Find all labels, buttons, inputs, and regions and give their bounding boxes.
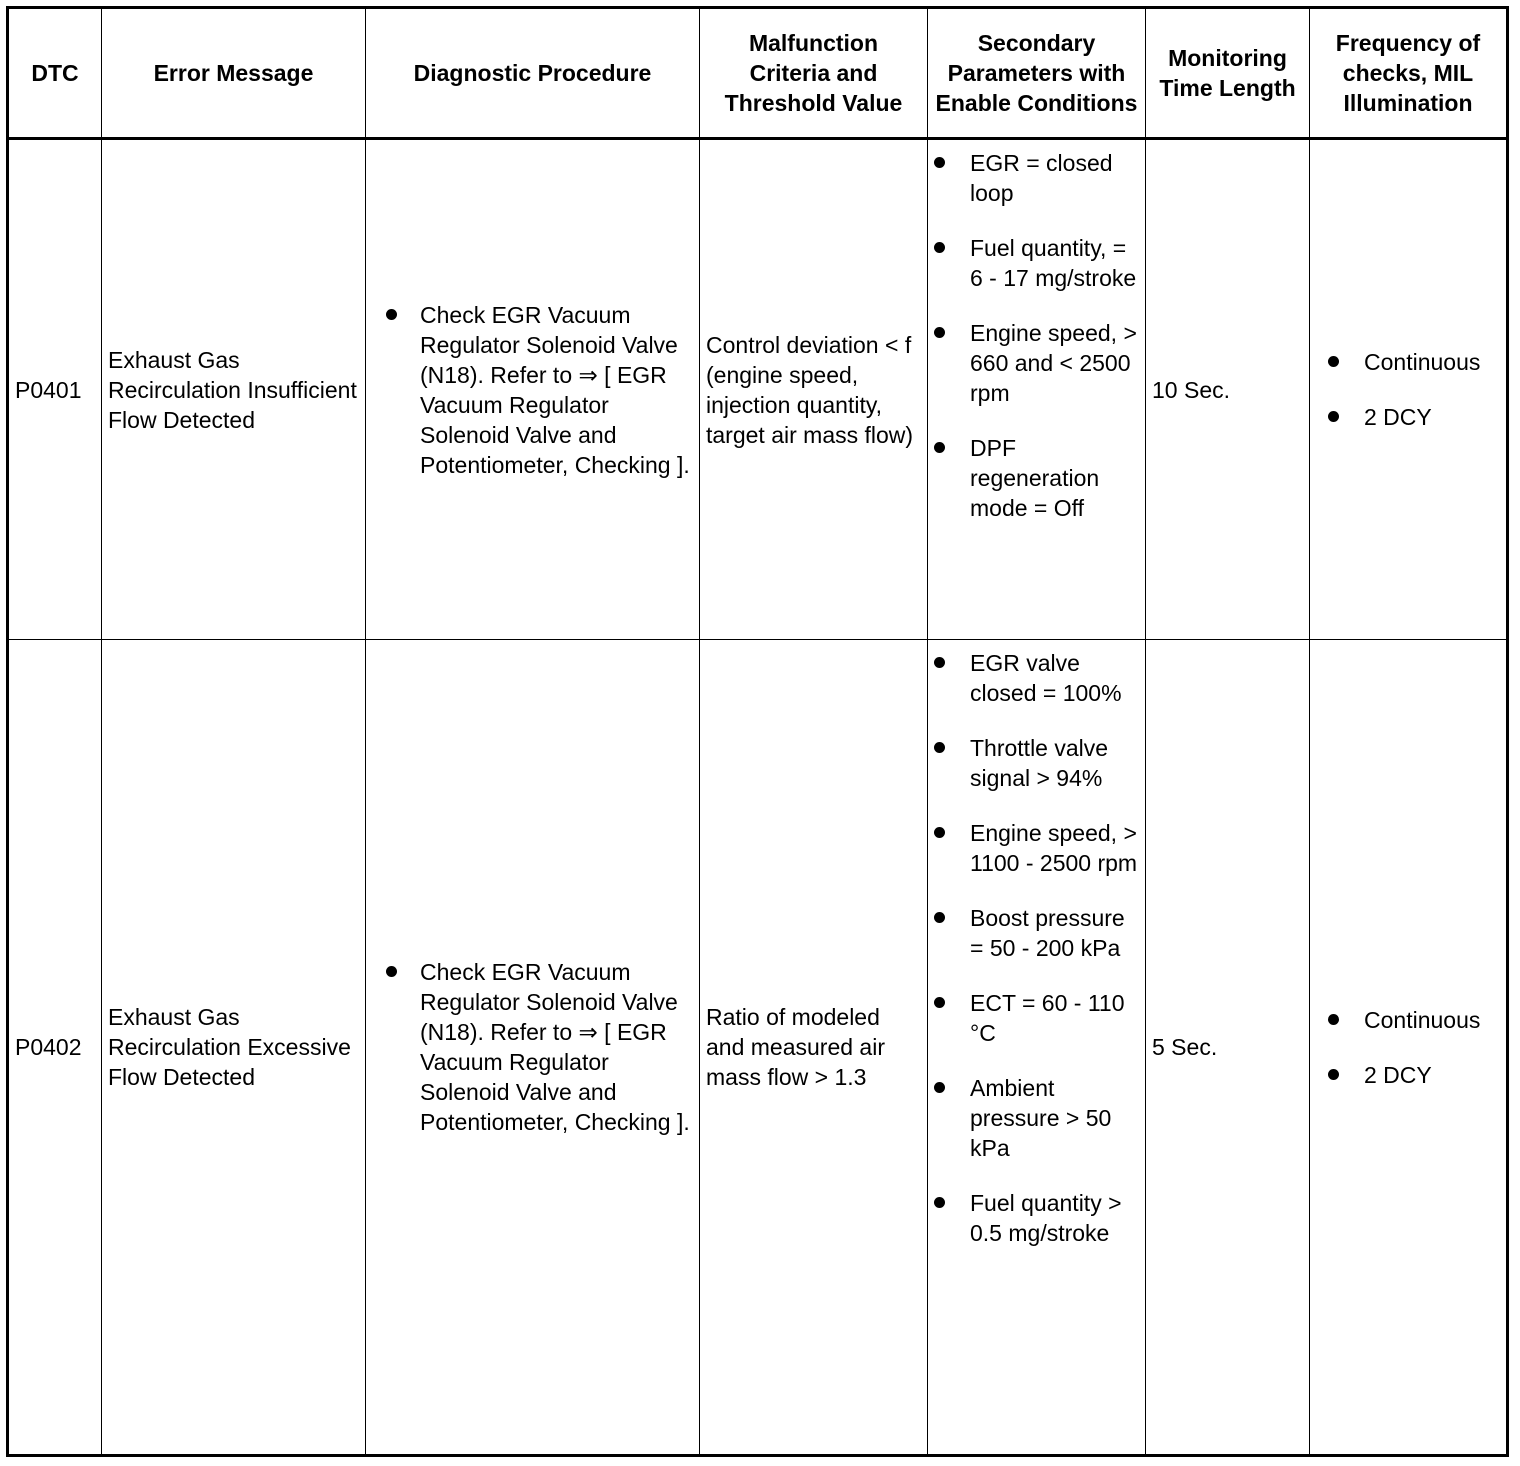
diagnostic-procedure-cell [366,139,700,640]
frequency-item: Continuous [1328,347,1500,377]
dtc-code: P0401 [8,139,102,640]
header-dtc: DTC [8,8,102,139]
secondary-parameter: Fuel quantity, = 6 - 17 mg/stroke [934,233,1139,293]
secondary-parameter: Boost pressure = 50 - 200 kPa [934,903,1139,963]
header-row [8,8,1508,139]
secondary-parameter: EGR valve closed = 100% [934,648,1139,708]
header-malfunction-criteria: Malfunction Criteria and Threshold Value [700,8,928,139]
frequency-item: 2 DCY [1328,1060,1500,1090]
frequency-cell [1310,640,1508,1456]
secondary-parameter: Fuel quantity > 0.5 mg/stroke [934,1188,1139,1248]
header-secondary-parameters: Secondary Parameters with Enable Conditions [928,8,1146,139]
monitoring-time: 10 Sec. [1146,139,1310,640]
header-error-message: Error Message [102,8,366,139]
secondary-parameters-cell [928,139,1146,640]
secondary-parameter: EGR = closed loop [934,148,1139,208]
frequency-item: 2 DCY [1328,402,1500,432]
frequency-cell [1310,139,1508,640]
diagnostic-procedure: Check EGR Vacuum Regulator Solenoid Valve (N18). Refer to ⇒ [ EGR Vacuum Regulator Solenoid Valve and Potentiometer, Checking ]. [366,300,693,480]
secondary-parameter: Throttle valve signal > 94% [934,733,1139,793]
secondary-parameter: Engine speed, > 1100 - 2500 rpm [934,818,1139,878]
header-monitoring-time: Monitoring Time Length [1146,8,1310,139]
diagnostic-procedure-cell [366,640,700,1456]
malfunction-criteria: Ratio of modeled and measured air mass flow > 1.3 [700,640,928,1456]
error-message: Exhaust Gas Recirculation Insufficient Flow Detected [102,139,366,640]
secondary-parameter: ECT = 60 - 110 °C [934,988,1139,1048]
error-message: Exhaust Gas Recirculation Excessive Flow Detected [102,640,366,1456]
dtc-table [6,6,1509,1457]
header-frequency: Frequency of checks, MIL Illumination [1310,8,1508,139]
frequency-item: Continuous [1328,1005,1500,1035]
table-row [8,640,1508,1456]
malfunction-criteria: Control deviation < f (engine speed, injection quantity, target air mass flow) [700,139,928,640]
secondary-parameter: DPF regeneration mode = Off [934,433,1139,523]
secondary-parameter: Ambient pressure > 50 kPa [934,1073,1139,1163]
secondary-parameter: Engine speed, > 660 and < 2500 rpm [934,318,1139,408]
header-diagnostic-procedure: Diagnostic Procedure [366,8,700,139]
diagnostic-procedure: Check EGR Vacuum Regulator Solenoid Valve (N18). Refer to ⇒ [ EGR Vacuum Regulator Solenoid Valve and Potentiometer, Checking ]. [366,957,693,1137]
secondary-parameters-cell [928,640,1146,1456]
table-row [8,139,1508,640]
dtc-code: P0402 [8,640,102,1456]
monitoring-time: 5 Sec. [1146,640,1310,1456]
